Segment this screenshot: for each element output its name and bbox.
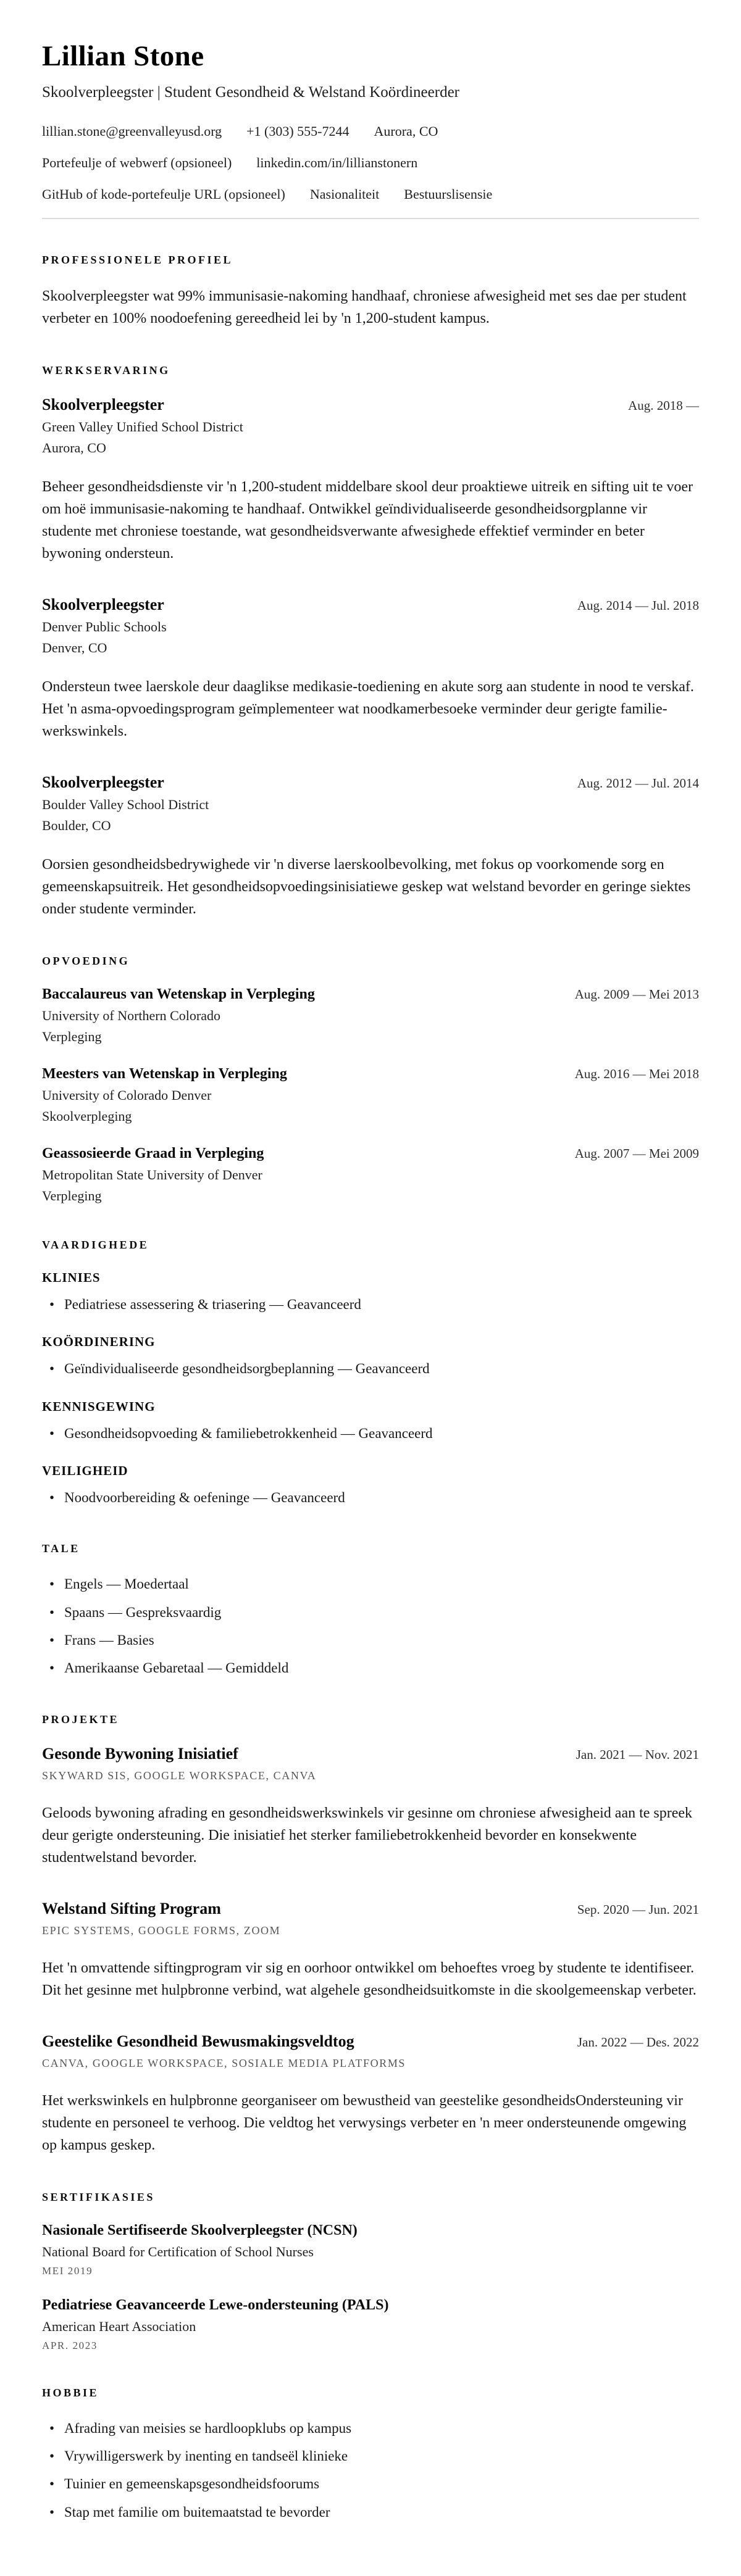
certifications-heading: SERTIFIKASIES — [42, 2190, 155, 2203]
section-skills — [42, 1239, 699, 1508]
job-title: Skoolverpleegster — [42, 773, 164, 791]
hobby-item: • Afrading van meisies se hardloopklubs op kampus — [42, 2418, 699, 2438]
project-title: Geestelike Gesondheid Bewusmakingsveldtog — [42, 2032, 354, 2050]
project-description: Het werkswinkels en hulpbronne georganiseer om bewustheid van geestelike gesondheidsOndersteuning vir studente en personeel te verhoog. Die veldtog het verwysings verbeter en 'n meer ondersteunende omgewing op kampus geskep. — [42, 2092, 687, 2153]
hobbies-heading: HOBBIE — [42, 2386, 99, 2399]
project-header — [42, 1900, 699, 1918]
project-title: Welstand Sifting Program — [42, 1899, 221, 1917]
hobby-item: • Tuinier en gemeenskapsgesondheidsfoorums — [42, 2474, 699, 2494]
school-name: Metropolitan State University of Denver — [42, 1167, 262, 1182]
job-company: Denver Public Schools — [42, 619, 167, 634]
job-title: Skoolverpleegster — [42, 396, 164, 413]
job-dates: Aug. 2018 — — [628, 398, 699, 413]
degree-title: Meesters van Wetenskap in Verpleging — [42, 1066, 287, 1082]
project-entry — [42, 2032, 699, 2156]
certification-entry — [42, 2222, 699, 2277]
contact-row-3 — [42, 186, 699, 202]
skill-group — [42, 1463, 699, 1508]
skill-group-heading: KOÖRDINERING — [42, 1334, 156, 1350]
field-of-study: Skoolverpleging — [42, 1108, 132, 1124]
skill-group-heading: KLINIES — [42, 1270, 101, 1285]
language-list — [42, 1574, 699, 1678]
degree-title: Geassosieerde Graad in Verpleging — [42, 1145, 264, 1161]
skill-item: • Geïndividualiseerde gesondheidsorgbeplanning — Geavanceerd — [42, 1358, 699, 1379]
job-description: Oorsien gesondheidsbedrywighede vir 'n diverse laerskoolbevolking, met fokus op voorkomende sorg en gemeenskapsuitreik. Het gesondheidsopvoedingsinisiatiewe geskep wat welstand bevorder en geringe siektes onder studente verminder. — [42, 857, 691, 917]
job-location: Denver, CO — [42, 640, 107, 655]
project-dates: Jan. 2022 — Des. 2022 — [577, 2034, 699, 2050]
resume-header — [42, 39, 699, 219]
skill-group — [42, 1399, 699, 1444]
degree-title: Baccalaureus van Wetenskap in Verpleging — [42, 986, 315, 1002]
job-location: Aurora, CO — [42, 440, 106, 455]
job-title: Skoolverpleegster — [42, 596, 164, 613]
experience-entry — [42, 773, 699, 920]
person-subtitle: Skoolverpleegster | Student Gesondheid & Welstand Koördineerder — [42, 84, 459, 101]
skill-group-heading: VEILIGHEID — [42, 1463, 128, 1479]
location-text: Aurora, CO — [374, 123, 438, 139]
profile-text: Skoolverpleegster wat 99% immunisasie-nakoming handhaaf, chroniese afwesigheid met ses dae per student verbeter en 100% noodoefening gereedheid lei by 'n 1,200-student kampus. — [42, 288, 687, 326]
skill-group — [42, 1270, 699, 1315]
project-dates: Sep. 2020 — Jun. 2021 — [577, 1901, 699, 1917]
certification-date: MEI 2019 — [42, 2264, 93, 2277]
project-header — [42, 2032, 699, 2051]
certification-issuer: American Heart Association — [42, 2318, 196, 2334]
job-header — [42, 596, 699, 614]
education-entry — [42, 1066, 699, 1124]
project-entry — [42, 1745, 699, 1869]
skill-list — [42, 1358, 699, 1379]
education-heading: OPVOEDING — [42, 955, 130, 967]
nationality-text: Nasionaliteit — [309, 186, 380, 202]
education-header — [42, 1145, 699, 1162]
languages-heading: TALE — [42, 1542, 80, 1555]
skill-item: • Gesondheidsopvoeding & familiebetrokkenheid — Geavanceerd — [42, 1423, 699, 1444]
hobby-item: • Stap met familie om buitemaatstad te bevorder — [42, 2502, 699, 2522]
github-text: GitHub of kode-portefeulje URL (opsioneel) — [42, 186, 285, 202]
skill-group-heading: KENNISGEWING — [42, 1398, 156, 1414]
project-tools: SKYWARD SIS, GOOGLE WORKSPACE, CANVA — [42, 1769, 317, 1782]
skill-group — [42, 1334, 699, 1379]
project-dates: Jan. 2021 — Nov. 2021 — [576, 1747, 699, 1762]
skill-list — [42, 1423, 699, 1444]
language-item: • Amerikaanse Gebaretaal — Gemiddeld — [42, 1658, 699, 1678]
education-dates: Aug. 2007 — Mei 2009 — [574, 1146, 699, 1161]
drivers-license-text: Bestuurslisensie — [404, 186, 493, 202]
school-name: University of Northern Colorado — [42, 1008, 220, 1023]
certification-title: Pediatriese Geavanceerde Lewe-ondersteuning (PALS) — [42, 2296, 389, 2313]
language-item: • Spaans — Gespreksvaardig — [42, 1602, 699, 1622]
skill-item: • Noodvoorbereiding & oefeninge — Geavanceerd — [42, 1487, 699, 1508]
certification-title: Nasionale Sertifiseerde Skoolverpleegster (NCSN) — [42, 2222, 358, 2238]
job-dates: Aug. 2014 — Jul. 2018 — [577, 598, 699, 613]
job-description: Ondersteun twee laerskole deur daaglikse medikasie-toediening en akute sorg aan studente in nood te verskaf. Het 'n asma-opvoedingsprogram geïmplementeer wat noodkamerbesoeke verminder deur gerigte familie-werkswinkels. — [42, 679, 694, 739]
section-experience — [42, 364, 699, 920]
person-name: Lillian Stone — [42, 40, 204, 72]
education-header — [42, 986, 699, 1003]
school-name: University of Colorado Denver — [42, 1087, 212, 1103]
section-languages — [42, 1542, 699, 1678]
job-company: Green Valley Unified School District — [42, 419, 243, 434]
job-dates: Aug. 2012 — Jul. 2014 — [577, 776, 699, 791]
certification-date: APR. 2023 — [42, 2339, 98, 2351]
language-item: • Engels — Moedertaal — [42, 1574, 699, 1594]
contact-row-2 — [42, 155, 699, 171]
experience-entry — [42, 396, 699, 565]
certification-entry — [42, 2297, 699, 2352]
skill-item: • Pediatriese assessering & triasering — Geavanceerd — [42, 1294, 699, 1315]
education-entry — [42, 1145, 699, 1204]
portfolio-text: Portefeulje of webwerf (opsioneel) — [42, 155, 232, 170]
contact-row-1 — [42, 123, 699, 139]
project-header — [42, 1745, 699, 1763]
skills-heading: VAARDIGHEDE — [42, 1239, 149, 1251]
education-dates: Aug. 2016 — Mei 2018 — [574, 1066, 699, 1081]
projects-heading: PROJEKTE — [42, 1713, 120, 1726]
education-dates: Aug. 2009 — Mei 2013 — [574, 987, 699, 1002]
skill-list — [42, 1294, 699, 1315]
job-header — [42, 396, 699, 414]
project-tools: CANVA, GOOGLE WORKSPACE, SOSIALE MEDIA PLATFORMS — [42, 2056, 406, 2069]
education-entry — [42, 986, 699, 1045]
language-item: • Frans — Basies — [42, 1630, 699, 1650]
hobby-item: • Vrywilligerswerk by inenting en tandseël klinieke — [42, 2446, 699, 2466]
linkedin-text: linkedin.com/in/lillianstonern — [256, 155, 418, 170]
education-header — [42, 1066, 699, 1082]
certification-issuer: National Board for Certification of School Nurses — [42, 2243, 314, 2259]
section-certifications — [42, 2191, 699, 2352]
email-text: lillian.stone@greenvalleyusd.org — [42, 123, 222, 139]
profile-heading: PROFESSIONELE PROFIEL — [42, 254, 233, 266]
hobby-list — [42, 2418, 699, 2522]
field-of-study: Verpleging — [42, 1029, 102, 1044]
job-location: Boulder, CO — [42, 818, 111, 833]
experience-entry — [42, 596, 699, 742]
project-entry — [42, 1900, 699, 2001]
project-tools: EPIC SYSTEMS, GOOGLE FORMS, ZOOM — [42, 1924, 281, 1937]
experience-heading: WERKSERVARING — [42, 364, 170, 376]
job-description: Beheer gesondheidsdienste vir 'n 1,200-student middelbare skool deur proaktiewe uitreik en sifting uit te voer om hoë immunisasie-nakoming te handhaaf. Ontwikkel geïndividualiseerde gesondheidsorgplanne vir studente met chroniese toestande, wat gesondheidsverwante afwesighede effektief verminder en beter bywoning ondersteun. — [42, 479, 693, 562]
section-profile — [42, 254, 699, 330]
job-company: Boulder Valley School District — [42, 797, 209, 812]
project-description: Geloods bywoning afrading en gesondheidswerkswinkels vir gesinne om chroniese afwesigheid aan te spreek deur gerigte ondersteuning. Die inisiatief het sterker familiebetrokkenheid bevorder en konsekwente studentwelstand bevorder. — [42, 1805, 693, 1866]
section-education — [42, 955, 699, 1204]
section-hobbies — [42, 2387, 699, 2522]
job-header — [42, 773, 699, 792]
header-divider — [42, 218, 699, 219]
project-description: Het 'n omvattende siftingprogram vir sig en oorhoor ontwikkel om behoeftes vroeg by studente te identifiseer. Dit het gesinne met hulpbronne verbind, wat algehele gesondheidsuitkomste in die skoolgemeenskap verbeter. — [42, 1959, 697, 1998]
skill-list — [42, 1487, 699, 1508]
phone-text: +1 (303) 555-7244 — [246, 123, 350, 139]
field-of-study: Verpleging — [42, 1188, 102, 1203]
project-title: Gesonde Bywoning Inisiatief — [42, 1744, 238, 1763]
section-projects — [42, 1713, 699, 2156]
